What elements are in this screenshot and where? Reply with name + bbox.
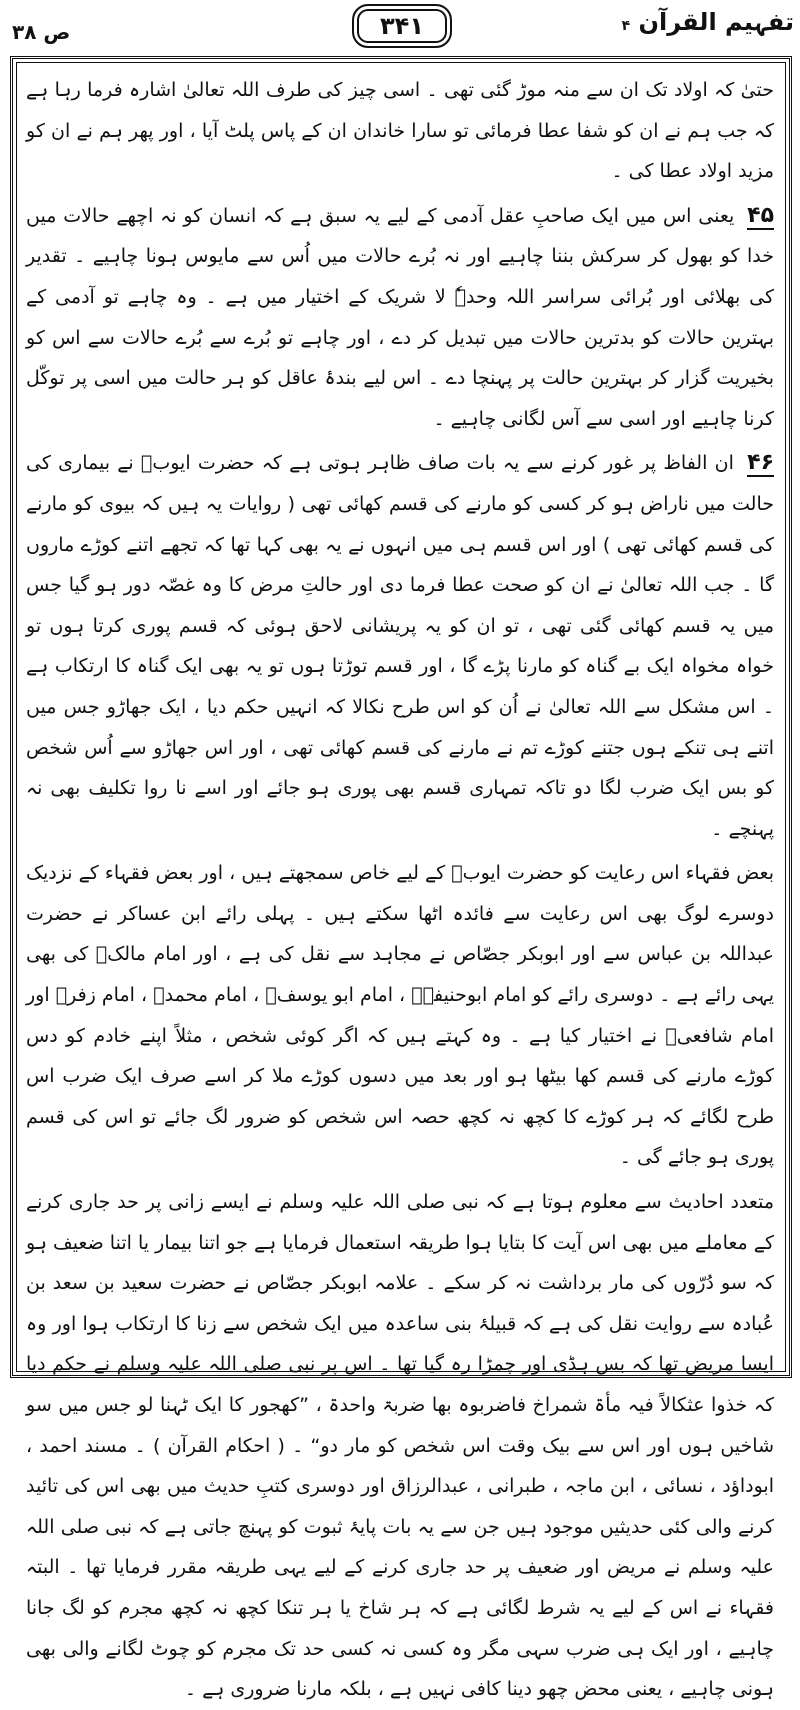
note-paragraph (26, 1182, 774, 1710)
running-title (616, 8, 794, 36)
paragraph-text: یعنی اس میں ایک صاحبِ عقل آدمی کے لیے یہ سبق ہے کہ انسان کو نہ اچھے حالات میں خدا کو بھول کر سرکش بننا چاہیے اور نہ بُرے حالات میں اُس سے مایوس ہونا چاہیے ۔ تقدیر کی بھلائی اور بُرائی سراسر اللہ وحدہٗ لا شریک کے اختیار میں ہے ۔ وہ چاہے تو آدمی کے بہترین حالات کو بدترین حالات میں تبدیل کر دے ، اور چاہے تو بُرے سے بُرے حالات سے اس کو بخیریت گزار کر بہترین حالت پر پہنچا دے ۔ اس لیے بندۂ عاقل کو ہر حالت میں اسی پر توکّل کرنا چاہیے اور اسی سے آس لگانی چاہیے ۔ (26, 204, 774, 430)
surah-reference: ص ۳۸ (12, 20, 71, 44)
paragraph-text: حتیٰ کہ اولاد تک ان سے منہ موڑ گئی تھی ۔ اسی چیز کی طرف اللہ تعالیٰ اشارہ فرما رہا ہے کہ جب ہم نے ان کو شفا عطا فرمائی تو سارا خاندان ان کے پاس پلٹ آیا ، اور پھر ہم نے ان کو مزید اولاد عطا کی ۔ (26, 79, 774, 183)
page-header (0, 0, 800, 56)
book-title: تفہیم القرآن (638, 8, 794, 36)
note-paragraph (26, 196, 774, 440)
page-number: ۳۴۱ (380, 12, 424, 40)
paragraph-text: بعض فقہاء اس رعایت کو حضرت ایوبؑ کے لیے خاص سمجھتے ہیں ، اور بعض فقہاء کے نزدیک دوسرے لوگ بھی اس رعایت سے فائدہ اٹھا سکتے ہیں ۔ پہلی رائے ابن عساکر نے حضرت عبداللہ بن عباس سے اور ابوبکر جصّاص نے مجاہد سے نقل کی ہے ، اور امام مالکؒ کی بھی یہی رائے ہے ۔ دوسری رائے کو امام ابوحنیفہؒ ، امام ابو یوسفؒ ، امام محمدؒ ، امام زفرؒ اور امام شافعیؒ نے اختیار کیا ہے ۔ وہ کہتے ہیں کہ اگر کوئی شخص ، مثلاً اپنے خادم کو دس کوڑے مارنے کی قسم کھا بیٹھا ہو اور بعد میں دسوں کوڑے ملا کر اسے صرف ایک ضرب اس طرح لگائے کہ ہر کوڑے کا کچھ نہ کچھ حصہ اس شخص کو ضرور لگ جائے تو اس کی قسم پوری ہو جائے گی ۔ (26, 862, 774, 1169)
note-paragraph (26, 853, 774, 1178)
commentary-body (26, 70, 775, 1701)
page-number-cartouche (352, 4, 452, 48)
note-paragraph (26, 443, 774, 849)
volume-number: ۴ (621, 18, 631, 34)
note-paragraph (26, 70, 774, 192)
footnote-number: ۴۵ (747, 202, 774, 228)
paragraph-text: متعدد احادیث سے معلوم ہوتا ہے کہ نبی صلی اللہ علیہ وسلم نے ایسے زانی پر حد جاری کرنے کے معاملے میں بھی اس آیت کا بتایا ہوا طریقہ استعمال فرمایا ہے جو اتنا بیمار یا اتنا ضعیف ہو کہ سو دُرّوں کی مار برداشت نہ کر سکے ۔ علامہ ابوبکر جصّاص نے حضرت سعید بن سعد بن عُبادہ سے روایت نقل کی ہے کہ قبیلۂ بنی ساعدہ میں ایک شخص سے زنا کا ارتکاب ہوا اور وہ ایسا مریض تھا کہ بس ہڈی اور چمڑا رہ گیا تھا ۔ اس پر نبی صلی اللہ علیہ وسلم نے حکم دیا کہ خذوا عثکالاً فیہ مأۃ شمراخ فاضربوہ بھا ضربۃ واحدۃ ، ”کھجور کا ایک ٹہنا لو جس میں سو شاخیں ہوں اور اس سے بیک وقت اس شخص کو مار دو“ ۔ ( احکام القرآن ) ۔ مسند احمد ، ابوداؤد ، نسائی ، ابن ماجہ ، طبرانی ، عبدالرزاق اور دوسری کتبِ حدیث میں بھی اس کی تائید کرنے والی کئی حدیثیں موجود ہیں جن سے یہ بات پایۂ ثبوت کو پہنچ جاتی ہے کہ نبی صلی اللہ علیہ وسلم نے مریض اور ضعیف پر حد جاری کرنے کے لیے یہی طریقہ مقرر فرمایا تھا ۔ البتہ فقہاء نے اس کے لیے یہ شرط لگائی ہے کہ ہر شاخ یا ہر تنکا کچھ نہ کچھ مجرم کو لگ جانا چاہیے ، اور ایک ہی ضرب سہی مگر وہ کسی نہ کسی حد تک مجرم کو چوٹ لگانے والی بھی ہونی چاہیے ، یعنی محض چھو دینا کافی نہیں ہے ، بلکہ مارنا ضروری ہے ۔ (26, 1191, 775, 1701)
footnote-number: ۴۶ (747, 450, 774, 476)
paragraph-text: ان الفاظ پر غور کرنے سے یہ بات صاف ظاہر ہوتی ہے کہ حضرت ایوبؑ نے بیماری کی حالت میں ناراض ہو کر کسی کو مارنے کی قسم کھائی تھی ( روایات یہ ہیں کہ بیوی کو مارنے کی قسم کھائی تھی ) اور اس قسم ہی میں انہوں نے یہ بھی کہا تھا کہ تجھے اتنے کوڑے ماروں گا ۔ جب اللہ تعالیٰ نے ان کو صحت عطا فرما دی اور حالتِ مرض کا وہ غصّہ دور ہو گیا جس میں یہ قسم کھائی گئی تھی ، تو ان کو یہ پریشانی لاحق ہوئی کہ قسم پوری کرتا ہوں تو خواہ مخواہ ایک بے گناہ کو مارنا پڑے گا ، اور قسم توڑتا ہوں تو یہ بھی ایک گناہ کا ارتکاب ہے ۔ اس مشکل سے اللہ تعالیٰ نے اُن کو اس طرح نکالا کہ انہیں حکم دیا ، ایک جھاڑو جس میں اتنے ہی تنکے ہوں جتنے کوڑے تم نے مارنے کی قسم کھائی تھی ، اور اس جھاڑو سے اُس شخص کو بس ایک ضرب لگا دو تاکہ تمہاری قسم بھی پوری ہو جائے اور اسے نا روا تکلیف بھی نہ پہنچے ۔ (26, 452, 774, 840)
